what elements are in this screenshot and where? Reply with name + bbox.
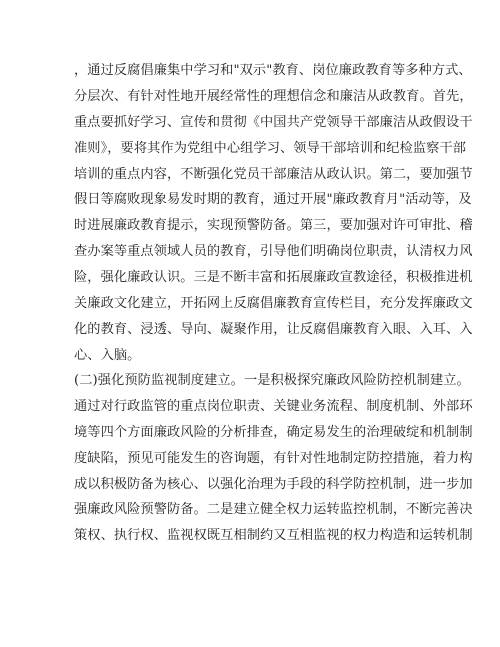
text-line: 度缺陷，预见可能发生的咨询题，有针对性地制定防控措施，着力构 — [74, 450, 473, 466]
text-line: 险，强化廉政认识。三是不断丰富和拓展廉政宣教途径，积极推进机 — [74, 270, 473, 286]
text-line: 重点要抓好学习、宣传和贯彻《中国共产党领导干部廉洁从政假设干 — [74, 114, 473, 130]
text-line: 通过对行政监管的重点岗位职责、关键业务流程、制度机制、外部环 — [74, 398, 473, 414]
text-line: 准则》，要将其作为党组中心组学习、领导干部培训和纪检监察干部 — [74, 140, 467, 156]
text-line: 假日等腐败现象易发时期的教育，通过开展"廉政教育月"活动等，及 — [74, 192, 472, 208]
text-line: 时进展廉政教育提示，实现预警防备。第三，要加强对许可审批、稽 — [74, 218, 473, 234]
text-line: ，通过反腐倡廉集中学习和"双示"教育、岗位廉政教育等多种方式、 — [74, 63, 472, 78]
text-line: 境等四个方面廉政风险的分析排查，确定易发生的治理破绽和机制制 — [74, 424, 473, 440]
text-line: 策权、执行权、监视权既互相制约又互相监视的权力构造和运转机制 — [74, 528, 473, 544]
text-line: 心、入脑。 — [74, 347, 141, 363]
text-line: 关廉政文化建立，开拓网上反腐倡廉教育宣传栏目，充分发挥廉政文 — [74, 296, 473, 312]
text-line: 分层次、有针对性地开展经常性的理想信念和廉洁从政教育。首先， — [74, 88, 473, 104]
text-line: 成以积极防备为核心、以强化治理为手段的科学防控机制，进一步加 — [74, 476, 473, 492]
paragraph-prevention-supervision — [74, 368, 473, 549]
text-line: 培训的重点内容，不断强化党员干部廉洁从政认识。第二，要加强节 — [74, 166, 473, 182]
paragraph-anti-corruption-education — [74, 58, 473, 369]
text-line: 化的教育、浸透、导向、凝聚作用，让反腐倡廉教育入眼、入耳、入 — [74, 321, 473, 337]
text-line: 查办案等重点领域人员的教育，引导他们明确岗位职责，认清权力风 — [74, 244, 473, 260]
text-line: (二)强化预防监视制度建立。一是积极探究廉政风险防控机制建立。 — [74, 373, 470, 388]
text-line: 强廉政风险预警防备。二是建立健全权力运转监控机制，不断完善决 — [74, 502, 473, 518]
